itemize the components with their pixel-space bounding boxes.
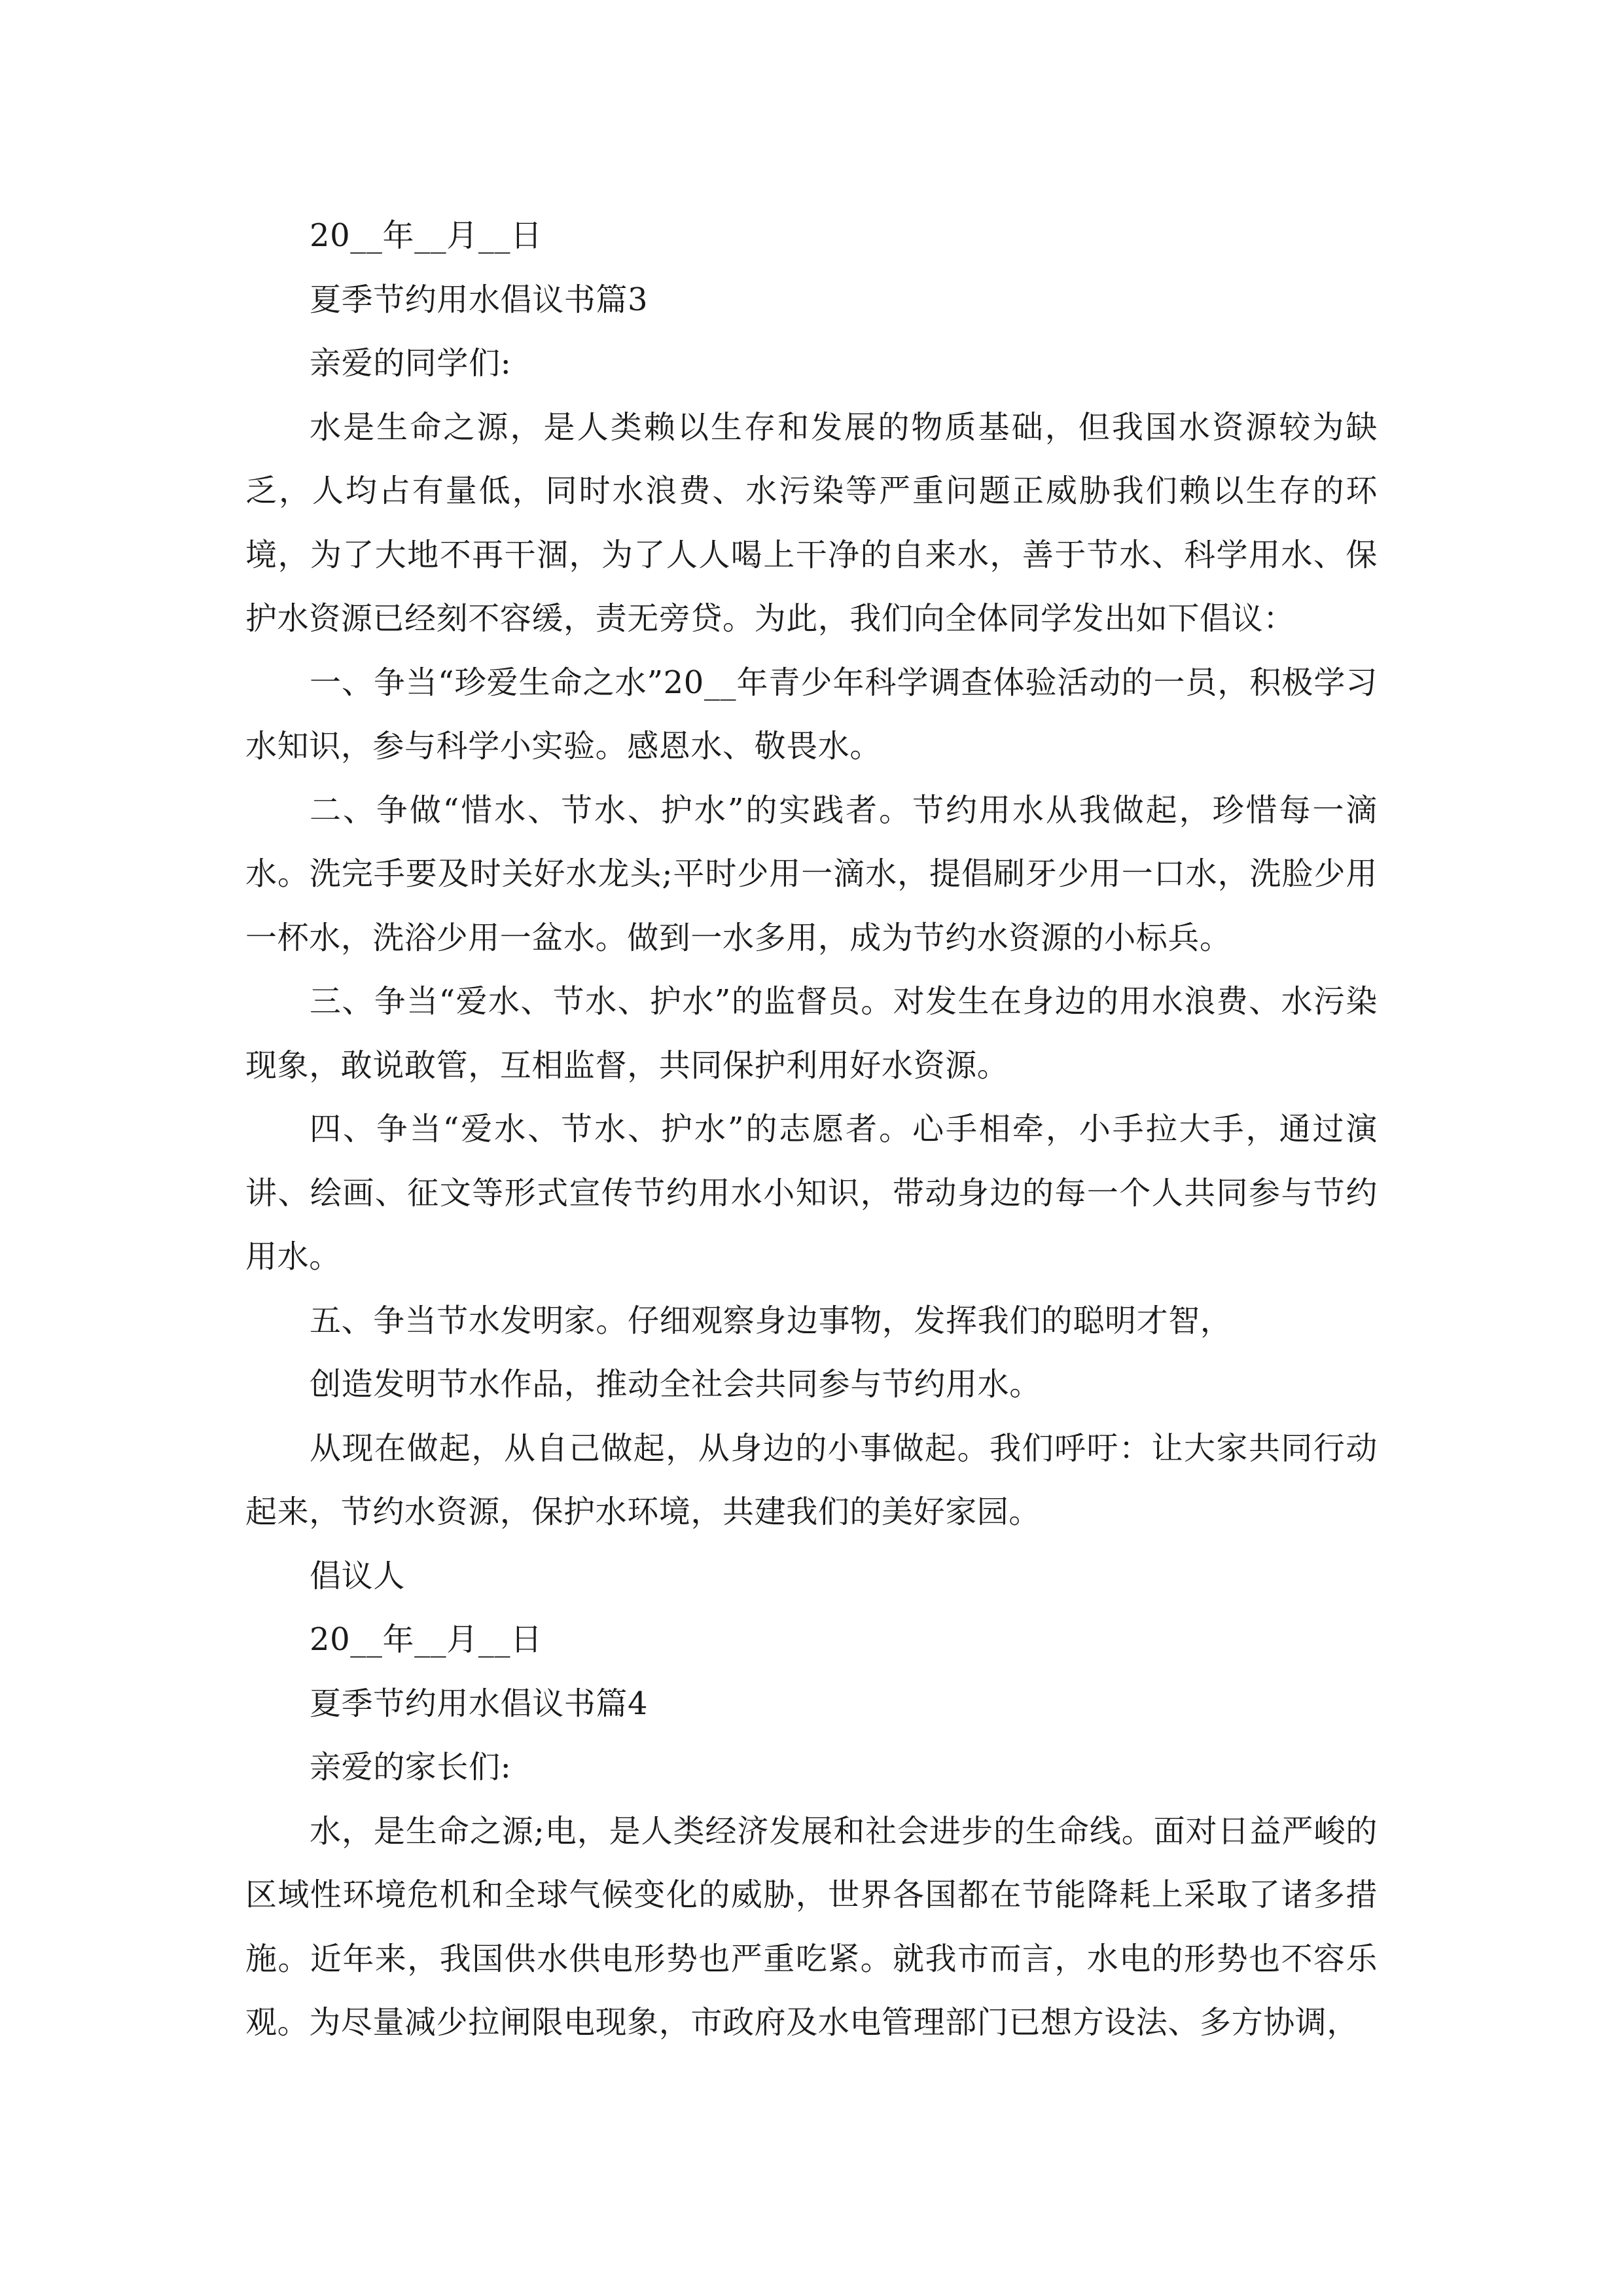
- section-title-3: 夏季节约用水倡议书篇3: [310, 281, 649, 318]
- paragraph-item-3: 三、争当“爱水、节水、护水”的监督员。对发生在身边的用水浪费、水污染现象，敢说敢管，互相监督，共同保护利用好水资源。: [245, 983, 1378, 1084]
- date-line: 20__年__月__日: [310, 217, 543, 254]
- salutation-parents: 亲爱的家长们:: [310, 1749, 512, 1785]
- paragraph-parents-intro: 水，是生命之源;电，是人类经济发展和社会进步的生命线。面对日益严峻的区域性环境危机和全球气候变化的威胁，世界各国都在节能降耗上采取了诸多措施。近年来，我国供水供电形势也严重吃紧。就我市而言，水电的形势也不容乐观。为尽量减少拉闸限电现象，市政府及水电管理部门已想方设法、多方协调，: [245, 1812, 1378, 2041]
- paragraph-item-1: 一、争当“珍爱生命之水”20__年青少年科学调查体验活动的一员，积极学习水知识，参与科学小实验。感恩水、敬畏水。: [245, 664, 1378, 764]
- salutation-students: 亲爱的同学们:: [310, 345, 512, 382]
- paragraph-item-4: 四、争当“爱水、节水、护水”的志愿者。心手相牵，小手拉大手，通过演讲、绘画、征文等形式宣传节约用水小知识，带动身边的每一个人共同参与节约用水。: [245, 1111, 1378, 1275]
- paragraph-item-5-continued: 创造发明节水作品，推动全社会共同参与节约用水。: [310, 1366, 1041, 1403]
- date-line: 20__年__月__日: [310, 1621, 543, 1658]
- document-body: [245, 204, 1378, 2055]
- paragraph-intro: 水是生命之源，是人类赖以生存和发展的物质基础，但我国水资源较为缺乏，人均占有量低，同时水浪费、水污染等严重问题正威胁我们赖以生存的环境，为了大地不再干涸，为了人人喝上干净的自来水，善于节水、科学用水、保护水资源已经刻不容缓，责无旁贷。为此，我们向全体同学发出如下倡议：: [245, 408, 1378, 637]
- section-title-4: 夏季节约用水倡议书篇4: [310, 1685, 649, 1722]
- paragraph-item-2: 二、争做“惜水、节水、护水”的实践者。节约用水从我做起，珍惜每一滴水。洗完手要及时关好水龙头;平时少用一滴水，提倡刷牙少用一口水，洗脸少用一杯水，洗浴少用一盆水。做到一水多用，成为节约水资源的小标兵。: [245, 791, 1378, 956]
- paragraph-item-5: 五、争当节水发明家。仔细观察身边事物，发挥我们的聪明才智，: [310, 1302, 1232, 1339]
- paragraph-call-to-action: 从现在做起，从自己做起，从身边的小事做起。我们呼吁：让大家共同行动起来，节约水资源，保护水环境，共建我们的美好家园。: [245, 1429, 1378, 1530]
- signature-label: 倡议人: [310, 1557, 405, 1594]
